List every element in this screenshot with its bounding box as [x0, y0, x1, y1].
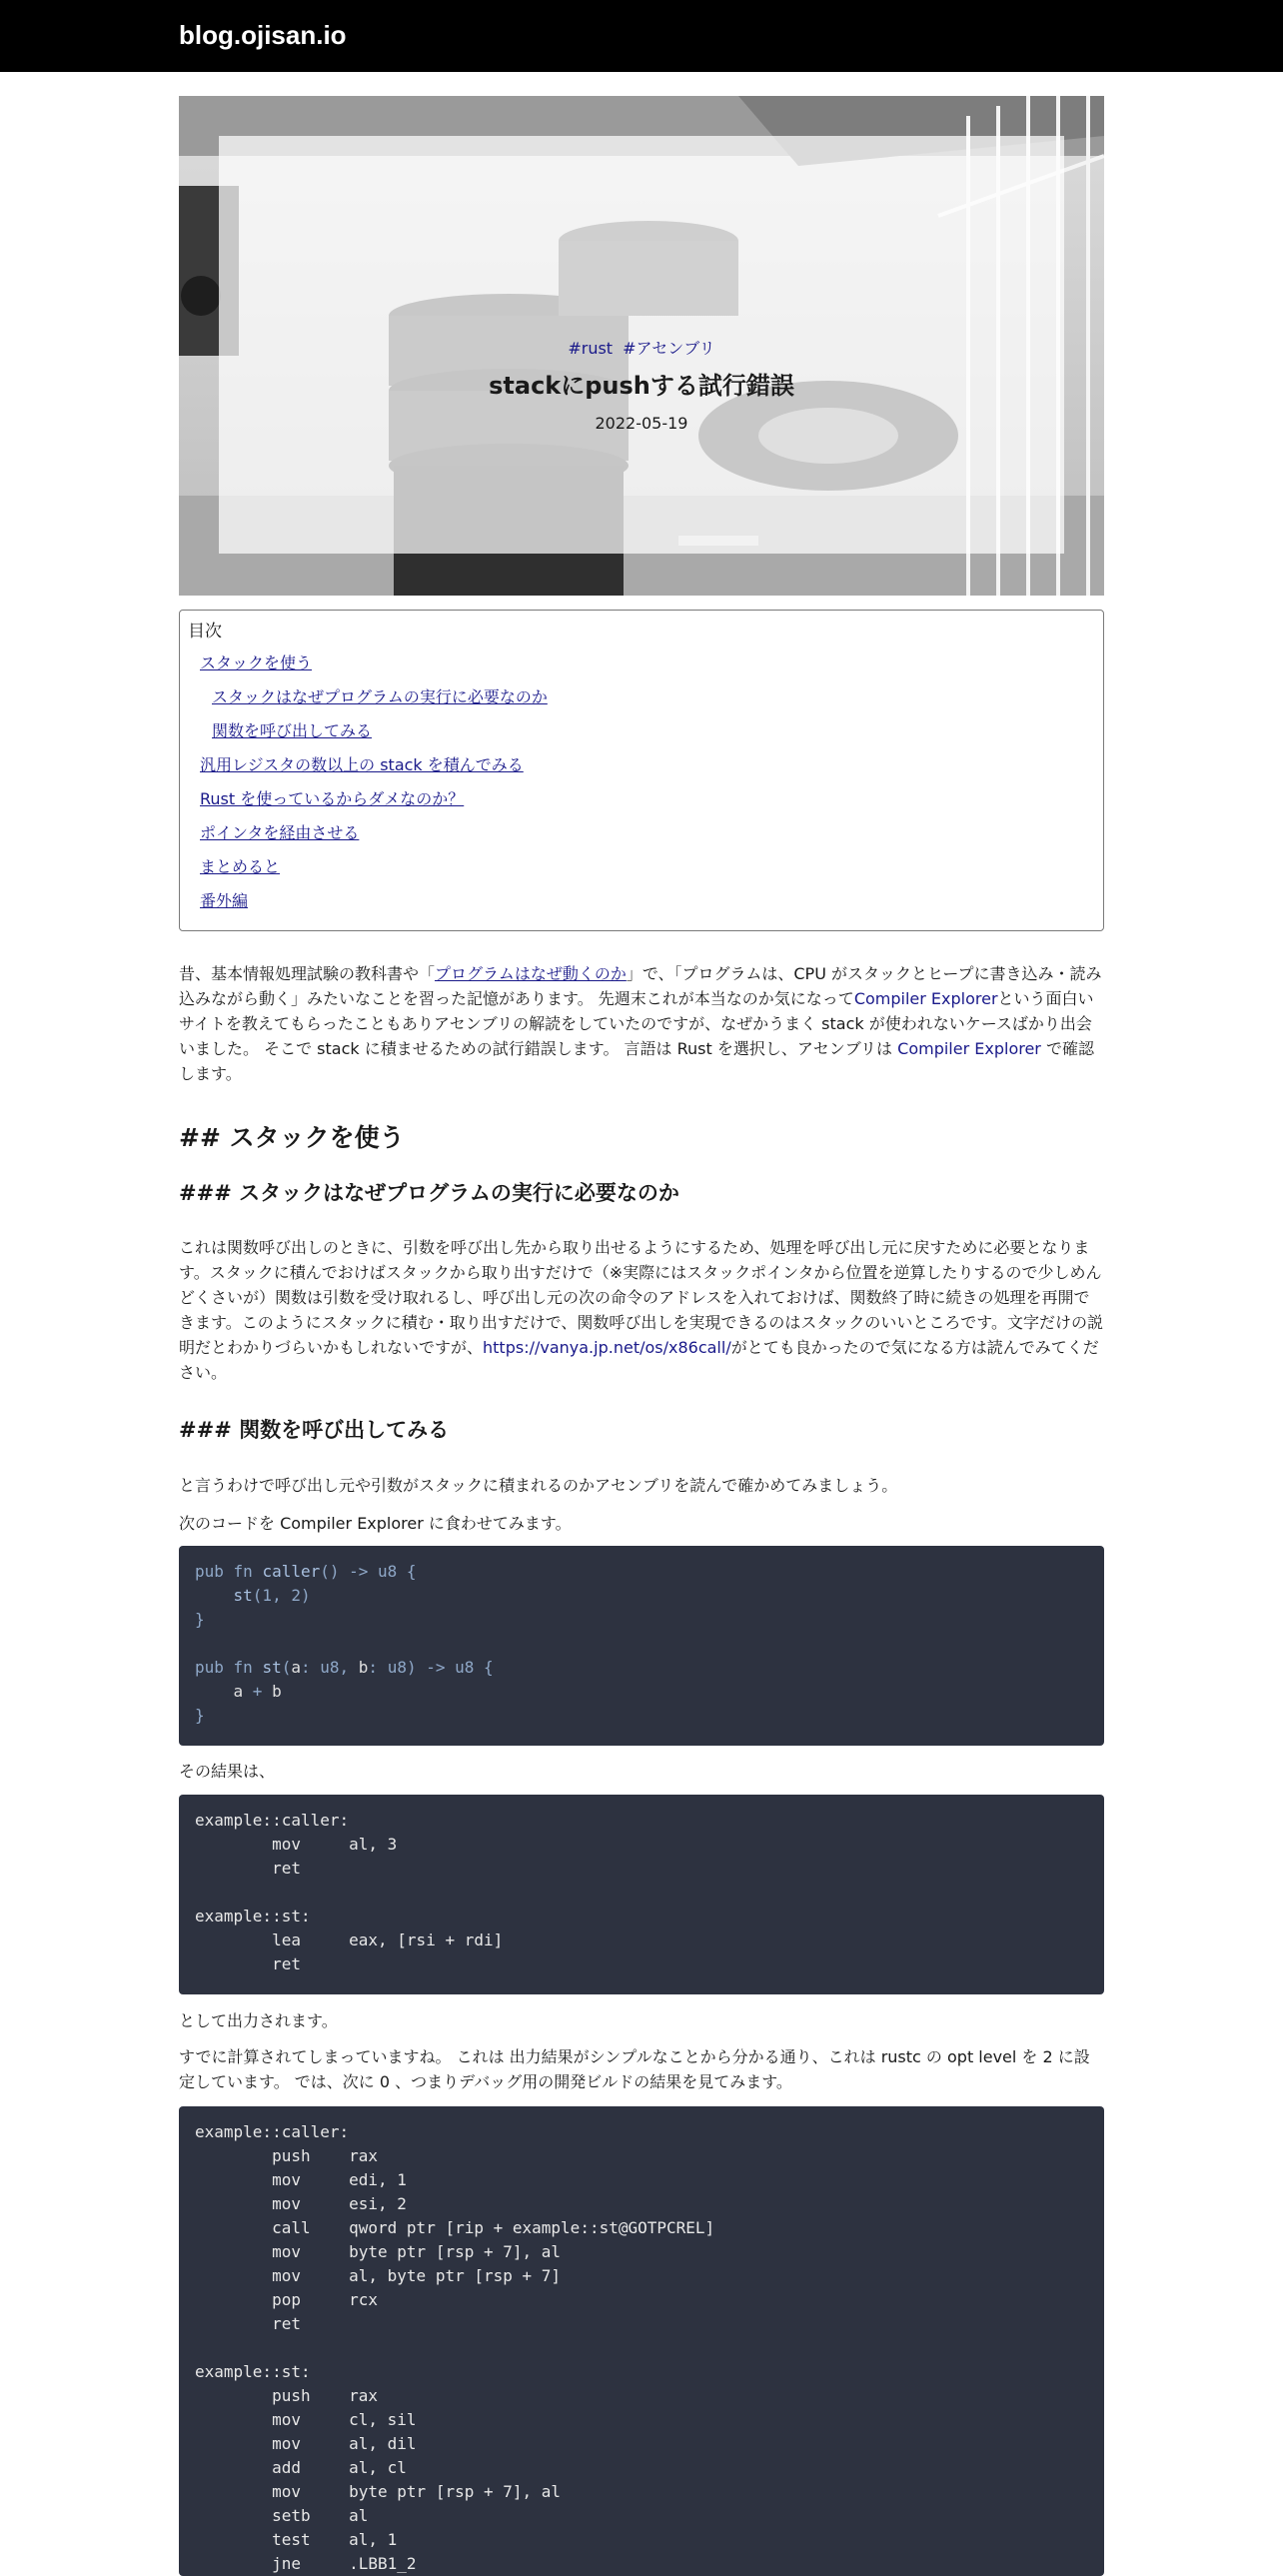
- code-token: st: [233, 1586, 253, 1605]
- call-paragraph-1: と言うわけで呼び出し元や引数がスタックに積まれるのかアセンブリを読んで確かめてみましょう。: [179, 1476, 898, 1495]
- call-paragraph-2: 次のコードを Compiler Explorer に食わせてみます。: [179, 1514, 572, 1533]
- hero-title-card: [219, 136, 1064, 554]
- code-token: }: [195, 1706, 205, 1725]
- toc-title: 目次: [188, 622, 222, 642]
- toc-item-via-pointer[interactable]: ポインタを経由させる: [200, 823, 360, 842]
- code-token: st: [262, 1658, 282, 1677]
- tag-list: [219, 336, 1064, 359]
- code-token: (1, 2): [252, 1586, 311, 1605]
- post-date: 2022-05-19: [595, 414, 688, 433]
- table-of-contents: [179, 610, 1104, 931]
- code-token: (: [281, 1658, 292, 1677]
- why-stack-paragraph: これは関数呼び出しのときに、引数を呼び出し先から取り出せるようにするため、処理を呼び出し元に戻すために必要となります。スタックに積んでおけばスタックから取り出すだけで（※実際にはスタックポインタから位置を逆算したりするので少しめんどくさいが）関数は引数を受け取れるし、呼び出し元の次の命令のアドレスを入れておけば、関数終了時に続きの処理を再開できます。このようにスタックに積む・取り出すだけで、関数呼び出しを実現できるのはスタックのいいところです。文字だけの説明だとわかりづらいかもしれないですが、https://vanya.jp.net/os/x86call/がとても良かったので気になる方は読んでみてください。: [179, 1238, 1103, 1382]
- tag-rust[interactable]: #rust: [568, 339, 614, 358]
- code-token: caller: [262, 1562, 321, 1581]
- book-link[interactable]: プログラムはなぜ動くのか: [435, 964, 627, 983]
- code-token: [195, 1586, 234, 1605]
- toc-item-summary[interactable]: まとめると: [200, 857, 281, 876]
- site-title-link[interactable]: blog.ojisan.io: [179, 20, 347, 50]
- code-token: : u8) -> u8 {: [368, 1658, 494, 1677]
- code-token: pub fn: [195, 1658, 263, 1677]
- code-token: a: [291, 1658, 301, 1677]
- result-label: その結果は、: [179, 1762, 276, 1781]
- toc-item-why-stack[interactable]: スタックはなぜプログラムの実行に必要なのか: [212, 687, 548, 706]
- compiler-explorer-link-2[interactable]: Compiler Explorer: [897, 1039, 1041, 1058]
- code-token: b: [272, 1682, 282, 1701]
- rust-code-block: [179, 1546, 1104, 1746]
- code-token: () -> u8 {: [320, 1562, 417, 1581]
- heading-why-stack: ### スタックはなぜプログラムの実行に必要なのか: [179, 1181, 679, 1205]
- site-header: [0, 0, 1283, 72]
- explain-paragraph: すでに計算されてしまっていますね。 これは 出力結果がシンプルなことから分かる通り、これは rustc の opt level を 2 に設定しています。 では、次に 0 、つまりデバッグ用の開発ビルドの結果を見てみます。: [179, 2047, 1090, 2091]
- code-token: pub fn: [195, 1562, 263, 1581]
- toc-item-more-than-registers[interactable]: 汎用レジスタの数以上の stack を積んでみる: [200, 755, 524, 774]
- toc-item-use-stack[interactable]: スタックを使う: [200, 653, 313, 672]
- output-label: として出力されます。: [179, 2011, 338, 2030]
- hero-banner: [179, 96, 1104, 596]
- code-token: : u8,: [300, 1658, 359, 1677]
- heading-use-stack: ## スタックを使う: [179, 1123, 405, 1152]
- code-token: }: [195, 1610, 205, 1629]
- intro-paragraph: 昔、基本情報処理試験の教科書や「プログラムはなぜ動くのか」で、「プログラムは、CPU がスタックとヒープに書き込み・読み込みながら動く」みたいなことを習った記憶があります。 先週末これが本当なのか気になってCompiler Explorerという面白いサイトを教えてもらったこともありアセンブリの解読をしていたのですが、なぜかうまく stack が使われないケースばかり出会いました。 そこで stack に積ませるための試行錯誤します。 言語は Rust を選択し、アセンブリは Compiler Explorer で確認します。: [179, 964, 1102, 1083]
- code-token: a: [233, 1682, 244, 1701]
- tag-assembly[interactable]: #アセンブリ: [623, 339, 715, 358]
- code-token: +: [243, 1682, 273, 1701]
- heading-call-function: ### 関数を呼び出してみる: [179, 1418, 450, 1442]
- post-title: stackにpushする試行錯誤: [489, 372, 794, 400]
- code-token: [195, 1682, 234, 1701]
- compiler-explorer-link[interactable]: Compiler Explorer: [853, 989, 998, 1008]
- toc-item-is-rust-bad[interactable]: Rust を使っているからダメなのか？: [200, 789, 465, 808]
- code-token: b: [358, 1658, 369, 1677]
- asm-code-block-opt0: example::caller: push rax mov edi, 1 mov esi, 2 call qword ptr [rip + example::st@GOTPCREL] mov byte ptr [rsp + 7], al mov al, byte ptr [rsp + 7] pop rcx ret example::st: push rax mov cl, sil mov al, dil add al, cl mov byte ptr [rsp + 7], al setb al test al, 1 jne .LBB1_2: [179, 2106, 1104, 2576]
- vanya-link[interactable]: https://vanya.jp.net/os/x86call/: [483, 1338, 731, 1357]
- toc-item-call-function[interactable]: 関数を呼び出してみる: [212, 721, 373, 740]
- asm-code-block-opt2: example::caller: mov al, 3 ret example::st: lea eax, [rsi + rdi] ret: [179, 1795, 1104, 1994]
- toc-item-extra[interactable]: 番外編: [200, 891, 249, 910]
